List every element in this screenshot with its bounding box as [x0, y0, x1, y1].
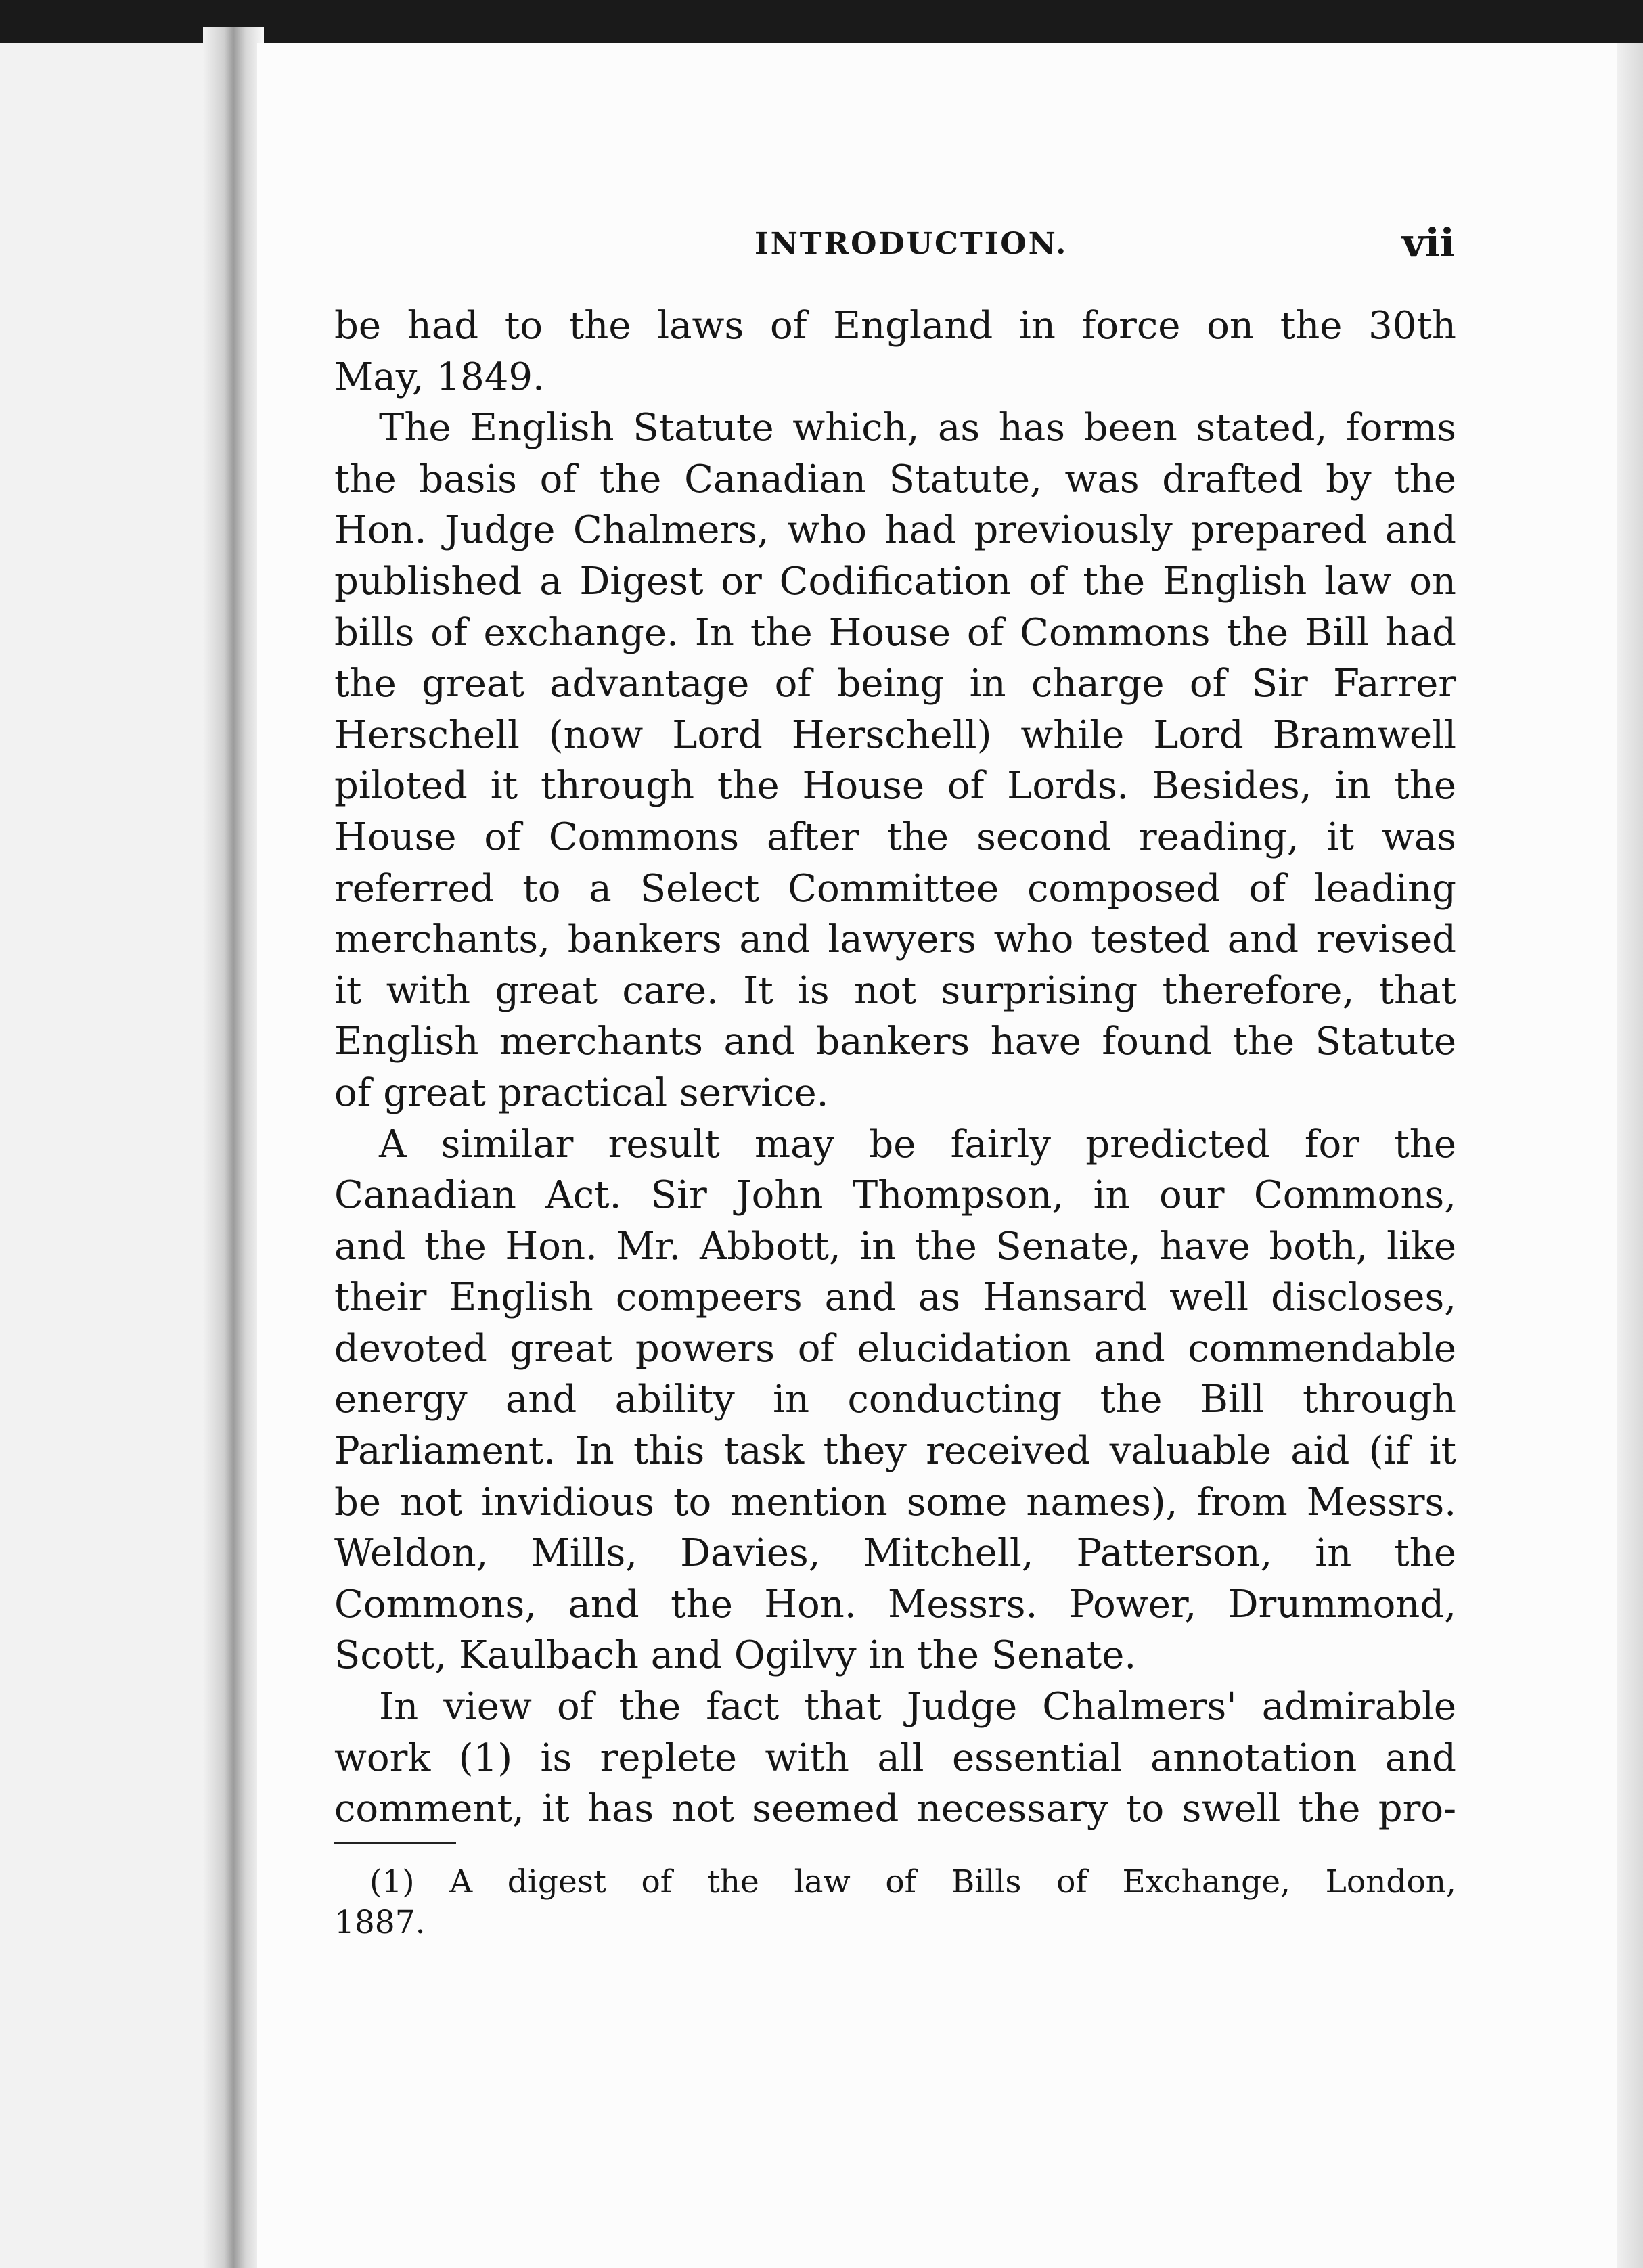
text-line: the basis of the Canadian Statute, was drafted by the — [334, 457, 1456, 501]
facing-page-fragment — [0, 914, 89, 966]
text-line: Scott, Kaulbach and Ogilvy in the Senate. — [334, 1633, 1137, 1678]
facing-page-fragment — [0, 658, 89, 710]
facing-page-fragment — [0, 761, 89, 812]
paragraph-3 — [334, 1119, 1456, 1682]
text-line: piloted it through the House of Lords. Besides, in the — [334, 764, 1456, 809]
text-line: published a Digest or Codification of the English law on — [334, 559, 1456, 604]
facing-page-fragment — [0, 454, 89, 505]
facing-page-fragment — [0, 863, 89, 915]
text-line: May, 1849. — [334, 355, 545, 399]
text-line: referred to a Select Committee composed of leading — [334, 866, 1456, 911]
text-line: In view of the fact that Judge Chalmers' admirable — [379, 1685, 1456, 1729]
facing-page-fragment — [0, 608, 89, 659]
text-line: energy and ability in conducting the Bill through — [334, 1378, 1456, 1422]
facing-page-left — [0, 43, 215, 2268]
text-line: it with great care. It is not surprising therefore, that — [334, 968, 1456, 1013]
facing-page-fragment — [0, 1681, 89, 1733]
text-line: bills of exchange. In the House of Commons the Bill had — [334, 610, 1456, 655]
text-line: and the Hon. Mr. Abbott, in the Senate, have both, like — [334, 1224, 1456, 1269]
text-line: A similar result may be fairly predicted for the — [379, 1122, 1456, 1166]
text-line: English merchants and bankers have found the Statute — [334, 1020, 1456, 1064]
page-number: vii — [1402, 220, 1455, 266]
facing-page-fragment — [0, 812, 89, 863]
paragraph-2 — [334, 403, 1456, 1118]
text-line: Commons, and the Hon. Messrs. Power, Drummond, — [334, 1582, 1456, 1627]
text-line: their English compeers and as Hansard well discloses, — [334, 1275, 1456, 1320]
facing-page-fragment — [0, 1784, 89, 1835]
facing-page-fragment — [0, 1579, 89, 1631]
page-edge — [1617, 43, 1643, 2268]
facing-page-fragment — [0, 1272, 89, 1323]
facing-page-fragment — [0, 300, 89, 352]
text-line: of great practical service. — [334, 1070, 829, 1115]
running-head: INTRODUCTION. — [755, 227, 1068, 261]
text-line: work (1) is replete with all essential annotation and — [334, 1736, 1456, 1780]
facing-page-fragment — [0, 1170, 89, 1221]
paragraph-4 — [334, 1681, 1456, 1835]
facing-page-fragment — [0, 1323, 89, 1375]
facing-page-fragment — [0, 1426, 89, 1477]
facing-page-fragment — [0, 1835, 89, 1886]
text-line: be not invidious to mention some names), from Messrs. — [334, 1480, 1456, 1524]
facing-page-fragment — [0, 1016, 89, 1068]
facing-page-fragment — [0, 1068, 89, 1119]
text-line: devoted great powers of elucidation and commendable — [334, 1326, 1456, 1371]
footnote-line: 1887. — [334, 1904, 426, 1941]
facing-page-fragment — [0, 710, 89, 761]
facing-page-fragment — [0, 556, 89, 608]
facing-page-fragment — [0, 403, 89, 454]
text-line: be had to the laws of England in force on the 30th — [334, 304, 1456, 348]
book-gutter — [203, 27, 264, 2268]
text-line: Herschell (now Lord Herschell) while Lord Bramwell — [334, 712, 1456, 757]
text-line: House of Commons after the second reading, it was — [334, 815, 1456, 859]
body-text — [334, 300, 1456, 1835]
footnote — [334, 1862, 1456, 1943]
paragraph-1 — [334, 300, 1456, 403]
facing-page-fragment — [0, 1528, 89, 1579]
text-line: Weldon, Mills, Davies, Mitchell, Patterson, in the — [334, 1531, 1456, 1576]
footnote-line: (1) A digest of the law of Bills of Exchange, London, — [369, 1863, 1456, 1901]
text-line: merchants, bankers and lawyers who tested and revised — [334, 917, 1456, 962]
text-line: The English Statute which, as has been stated, forms — [379, 406, 1456, 451]
facing-page-fragment-list — [0, 300, 215, 1886]
text-line: comment, it has not seemed necessary to swell the pro- — [334, 1787, 1456, 1832]
text-line: Hon. Judge Chalmers, who had previously prepared and — [334, 508, 1456, 553]
facing-page-fragment — [0, 1630, 89, 1681]
facing-page-fragment — [0, 352, 89, 403]
text-line: Canadian Act. Sir John Thompson, in our Commons, — [334, 1173, 1456, 1218]
facing-page-fragment — [0, 966, 89, 1017]
text-line: Parliament. In this task they received valuable aid (if it — [334, 1429, 1456, 1474]
text-line: the great advantage of being in charge of Sir Farrer — [334, 662, 1456, 706]
facing-page-fragment — [0, 1477, 89, 1528]
facing-page-fragment — [0, 505, 89, 556]
facing-page-fragment — [0, 1119, 89, 1171]
facing-page-fragment — [0, 1733, 89, 1784]
footnote-rule — [334, 1842, 456, 1844]
facing-page-fragment — [0, 1374, 89, 1426]
facing-page-fragment — [0, 1221, 89, 1273]
